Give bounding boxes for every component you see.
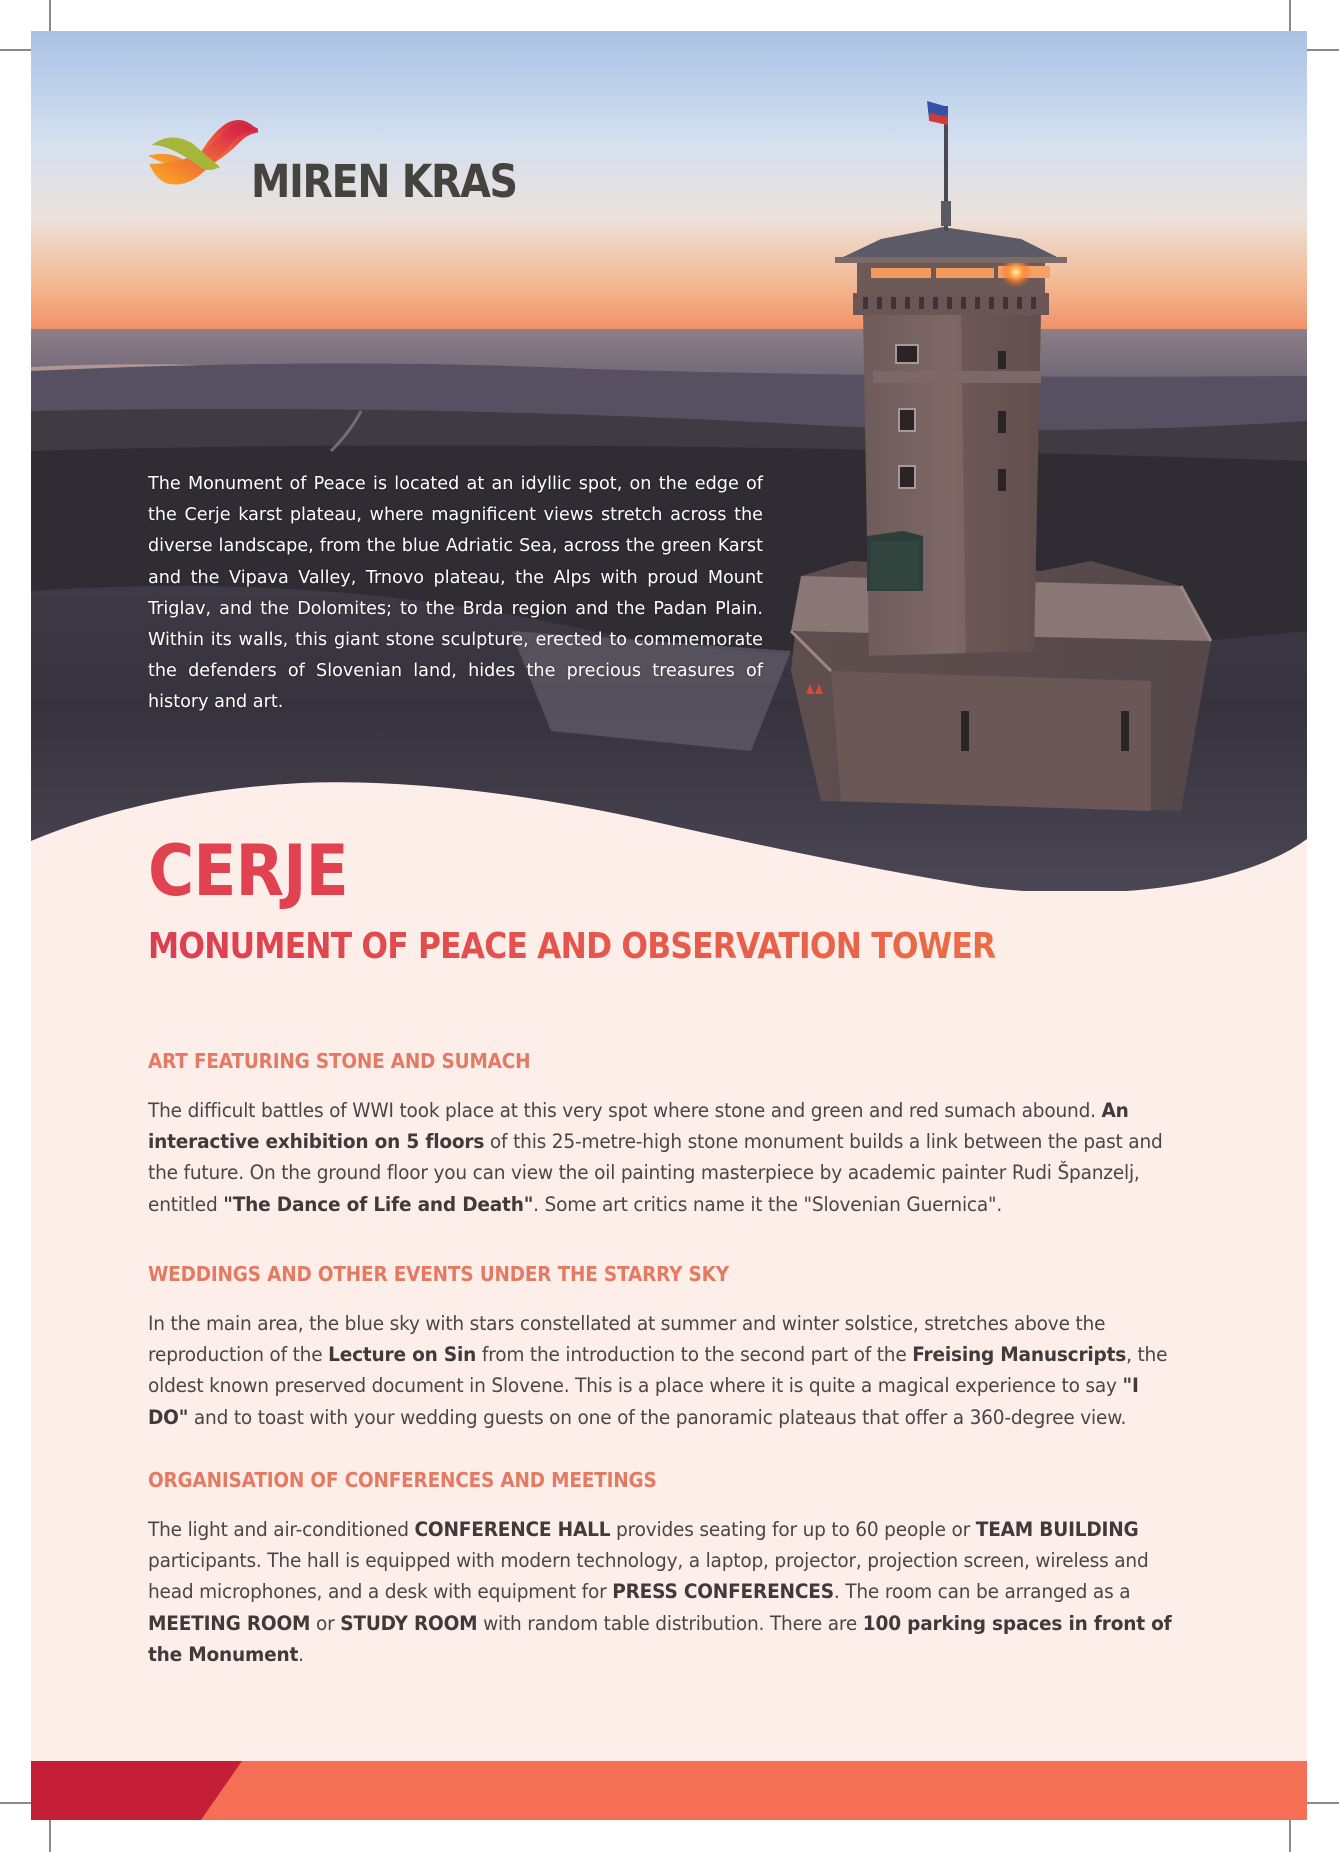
- bird-logo-icon: [148, 115, 258, 215]
- emphasis-text: PRESS CONFERENCES: [612, 1580, 834, 1604]
- miren-kras-logo[interactable]: [148, 115, 548, 215]
- emphasis-text: MEETING ROOM: [148, 1611, 311, 1635]
- body-text-run: with random table distribution. There are: [477, 1611, 863, 1635]
- footer-accent: [31, 1761, 242, 1820]
- body-text-run: of this 25-metre-high stone monument builds a link between the past and the future. On the ground floor you can view the oil painting masterpiece by academic painter Rudi Španzelj, entitled: [148, 1130, 1163, 1216]
- crop-mark: [1289, 1820, 1291, 1852]
- body-text-run: or: [310, 1611, 341, 1635]
- body-text-run: .: [298, 1642, 304, 1666]
- emphasis-text: An interactive exhibition on 5 floors: [148, 1099, 1129, 1154]
- hero-intro-text: The Monument of Peace is located at an idyllic spot, on the edge of the Cerje karst plateau, where magnificent views stretch across the diverse landscape, from the blue Adriatic Sea, across the green Karst and the Vipava Valley, Trnovo plateau, the Alps with proud Mount Triglav, and the Dolomites; to the Brda region and the Padan Plain. Within its walls, this giant stone sculpture, erected to commemorate the defenders of Slovenian land, hides the precious treasures of history and art.: [148, 474, 763, 713]
- body-text-run: participants. The hall is equipped with modern technology, a laptop, projector, projection screen, wireless and head microphones, and a desk with equipment for: [148, 1549, 1149, 1604]
- crop-mark: [1307, 49, 1339, 51]
- crop-mark: [49, 1820, 51, 1852]
- section-heading-conferences: ORGANISATION OF CONFERENCES AND MEETINGS: [148, 1468, 657, 1492]
- emphasis-text: Lecture on Sin: [328, 1343, 477, 1367]
- body-text-run: provides seating for up to 60 people or: [610, 1518, 976, 1541]
- emphasis-text: "I DO": [148, 1374, 1139, 1429]
- body-text-run: The light and air-conditioned: [148, 1518, 415, 1541]
- section-body-art: [148, 1095, 1179, 1220]
- emphasis-text: CONFERENCE HALL: [414, 1518, 611, 1541]
- section-heading-art: ART FEATURING STONE AND SUMACH: [148, 1049, 531, 1073]
- emphasis-text: "The Dance of Life and Death": [223, 1192, 534, 1216]
- page-subtitle: MONUMENT OF PEACE AND OBSERVATION TOWER: [148, 926, 996, 967]
- section-body-weddings: [148, 1308, 1179, 1433]
- footer-bar: [31, 1761, 1307, 1820]
- body-text-run: and to toast with your wedding guests on one of the panoramic plateaus that offer a 360-degree view.: [188, 1405, 1127, 1429]
- emphasis-text: Freising Manuscripts: [912, 1343, 1127, 1367]
- crop-mark: [1307, 1802, 1339, 1804]
- emphasis-text: TEAM BUILDING: [975, 1518, 1139, 1541]
- brochure-page: [31, 31, 1307, 1820]
- body-text-run: In the main area, the blue sky with stars constellated at summer and winter solstice, stretches above the reproduction of the: [148, 1312, 1106, 1367]
- crop-mark: [0, 1802, 31, 1804]
- emphasis-text: STUDY ROOM: [340, 1611, 478, 1635]
- body-text-run: , the oldest known preserved document in Slovene. This is a place where it is quite a magical experience to say: [148, 1343, 1168, 1398]
- logo-text: MIREN KRAS: [251, 155, 517, 208]
- emphasis-text: 100 parking spaces in front of the Monument: [148, 1611, 1172, 1666]
- crop-mark: [49, 0, 51, 31]
- body-text-run: from the introduction to the second part of the: [476, 1343, 913, 1367]
- crop-mark: [1289, 0, 1291, 31]
- body-text-run: The difficult battles of WWI took place at this very spot where stone and green and red sumach abound.: [148, 1099, 1102, 1122]
- body-text-run: . Some art critics name it the "Slovenian Guernica".: [533, 1192, 1003, 1216]
- section-heading-weddings: WEDDINGS AND OTHER EVENTS UNDER THE STARRY SKY: [148, 1262, 729, 1286]
- page-title: CERJE: [148, 830, 348, 912]
- body-text-run: . The room can be arranged as a: [833, 1580, 1131, 1604]
- section-body-conferences: [148, 1514, 1179, 1670]
- crop-mark: [0, 49, 31, 51]
